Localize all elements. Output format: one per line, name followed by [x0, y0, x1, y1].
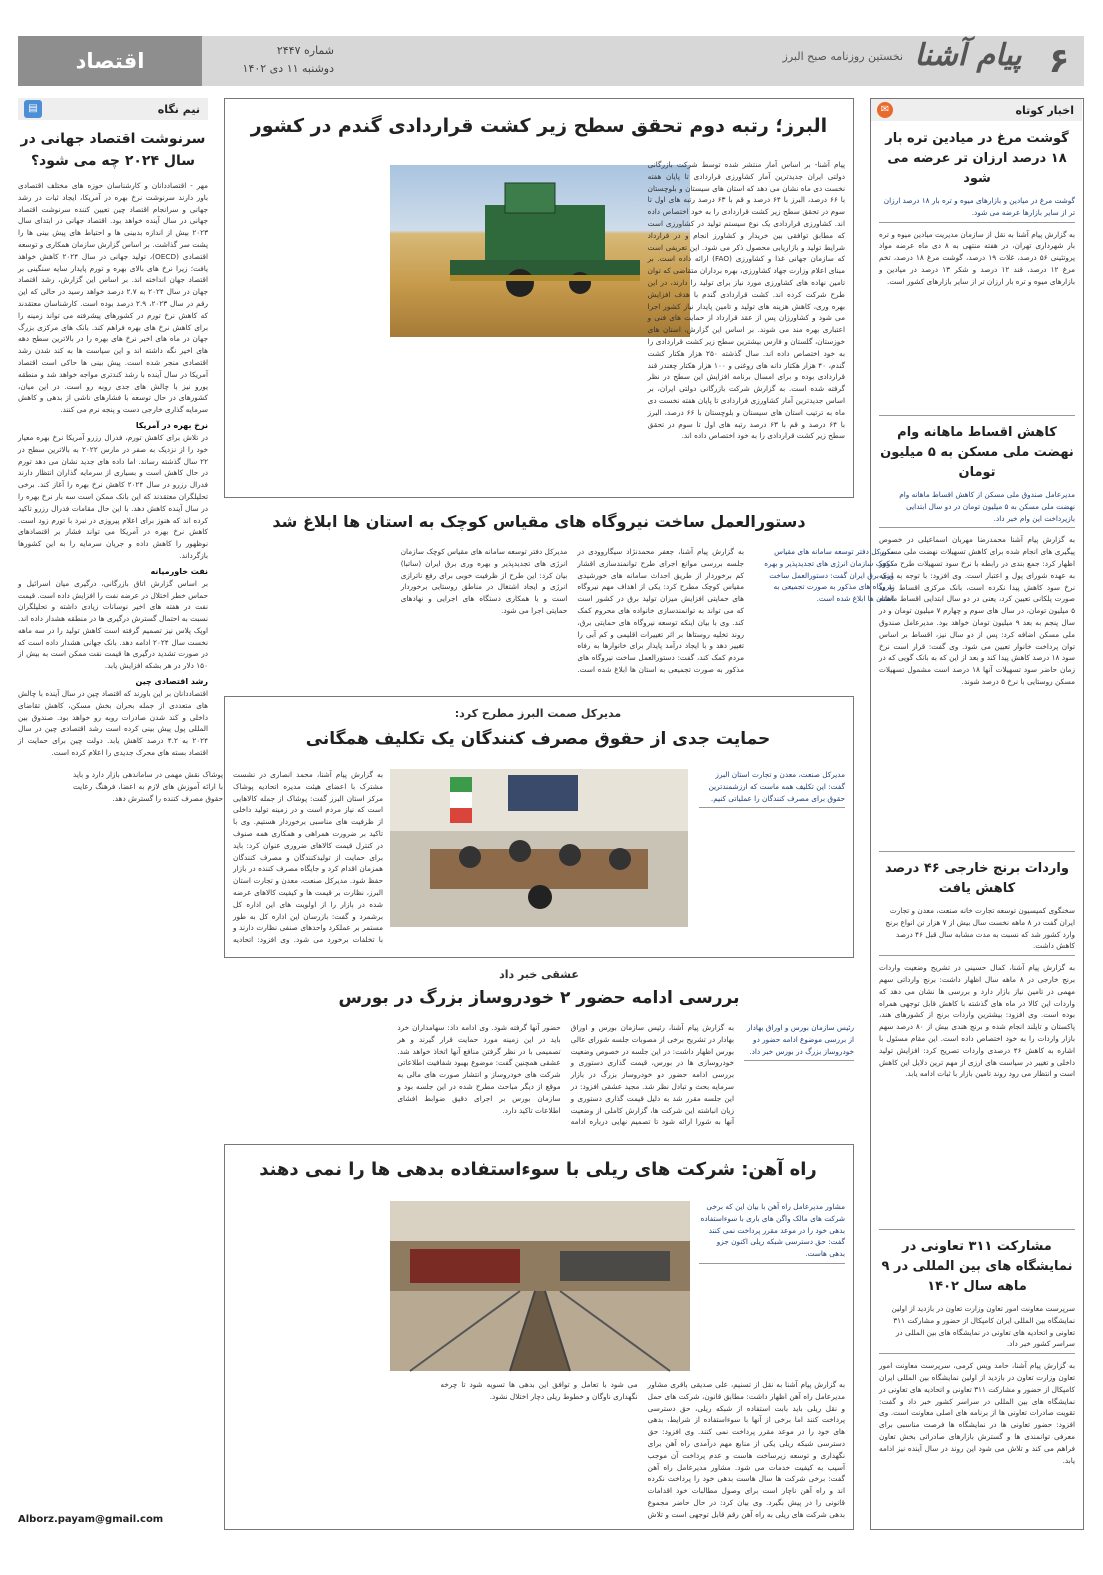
article-lead: گوشت مرغ در میادین و بازارهای میوه و تره بار ۱۸ درصد ارزان تر از سایر بازارها عرضه می شود. — [879, 195, 1075, 223]
article-body: به گزارش پیام آشنا، کمال حسینی در تشریح وضعیت واردات برنج خارجی در ۸ ماهه سال اظهار داشت: برنج وارداتی سهم مهمی در تامین نیاز بازار دارد و بررسی ها نشان می دهد که واردات این کالا در ماه های گذشته با کاهش قابل توجهی همراه بوده است. وی افزود: بیشترین واردات برنج از کشورهای هند، پاکستان و تایلند انجام شده و برنج هندی بیش از ۸۰ درصد سهم بازار واردات را به خود اختصاص داده است. این مقام مسئول با اشاره به کاهش ۴۶ درصدی واردات تصریح کرد: افزایش تولید داخلی و تغییر در سیاست های ارزی از مهم ترین دلایل این کاهش است و انتظار می رود روند تامین بازار با ثبات ادامه یابد. — [879, 963, 1076, 1079]
newspaper-logo: پیام آشنا — [914, 38, 1022, 73]
article-title: بررسی ادامه حضور ۲ خودروساز بزرگ در بورس — [338, 988, 740, 1008]
issue-number: شماره ۲۴۴۷ — [276, 44, 334, 57]
short-news-tab-label: اخبار کوتاه — [1015, 103, 1074, 117]
article-title: کاهش اقساط ماهانه وام نهضت ملی مسکن به ۵ میلیون تومان — [880, 425, 1074, 480]
article-cooperatives — [879, 1237, 1075, 1523]
article-title: راه آهن: شرکت های ریلی با سوءاستفاده بدهی ها را نمی دهند — [259, 1159, 817, 1180]
article-body: به گزارش پیام آشنا به نقل از سازمان مدیریت میادین میوه و تره بار شهرداری تهران، در هفته منتهی به ۸ دی ماه عرضه مواد پروتئینی ۵۶ درصد، غلات ۱۹ درصد، گوشت مرغ ۱۸ درصد، تخم مرغ ۱۲ درصد، قند ۱۲ درصد و شکر ۱۳ درصد در میادین و بازارهای میوه و تره بار ارزان تر از سایر بازارهای کشور است. — [879, 229, 1076, 286]
megaphone-icon: ✉ — [877, 102, 893, 118]
article-title: دستورالعمل ساخت نیروگاه های مقیاس کوچک به استان ها ابلاغ شد — [272, 512, 806, 531]
glance-column — [18, 98, 208, 1530]
subheading: نرخ بهره در آمریکا — [135, 420, 208, 430]
article-title: حمایت جدی از حقوق مصرف کنندگان یک تکلیف همگانی — [305, 729, 771, 749]
glance-tab — [18, 98, 208, 120]
article-power-plants — [224, 506, 894, 686]
article-body: پیام آشنا- بر اساس آمار منتشر شده توسط شرکت بازرگانی دولتی ایران جدیدترین آمار کشاورزی قراردادی تا پایان هفته نخست دی ماه نشان می دهد که استان های سیستان و بلوچستان با ۶۶ درصد، البرز با ۶۴ درصد و قم با ۶۳ درصد رتبه های اول تا سوم در تحقق سطح زیر کشت قراردادی را به خود اختصاص داده اند. کشاورزی قراردادی یک نوع سیستم تولید در کشاورزی است که مطابق توافقی بین خریدار و کشاورز انجام و در قرارداد شرایط تولید و بازاریابی محصول ذکر می شود. این تعریفی است که سازمان جهانی غذا و کشاورزی (FAO) ارائه داده است. بر مبنای اعلام وزارت جهاد کشاورزی، بهره برداران متقاضی که توان تامین نهاده های کشاورزی مورد نیاز برای تولید را دارند، در این طرح شرکت کرده اند. کشت قراردادی گندم با هدف افزایش بهره وری، کاهش هزینه های تولید و تامین پایدار نیاز کشور اجرا می شود و کشاورزان پس از عقد قرارداد از حمایت های فنی و اعتباری بهره مند می شوند. بر اساس این گزارش، استان های خوزستان، گلستان و فارس بیشترین سطح زیر کشت قراردادی را به خود اختصاص داده اند. سال گذشته ۲۵۰ هزار هکتار کشت گندم، ۴۰ هزار هکتار دانه های روغنی و ۱۰۰ هزار هکتار چغندر قند قراردادی بوده و برای امسال برنامه افزایش این سطح در نظر گرفته شده است. به گزارش شرکت بازرگانی دولتی ایران، بر اساس جدیدترین آمار کشاورزی قراردادی تا پایان هفته نخست دی ماه به ترتیب استان های سیستان و بلوچستان با ۶۶ درصد، البرز با ۶۴ درصد و قم با ۶۳ درصد رتبه های اول تا سوم در تحقق سطح زیر کشت قراردادی را به خود اختصاص داده اند. — [647, 160, 846, 441]
subheading: رشد اقتصادی چین — [135, 677, 208, 687]
article-body: به گزارش پیام آشنا، محمد انصاری در نشست مشترک با اعضای هیئت مدیره اتحادیه پوشاک مرکز استان البرز گفت: پوشاک از جمله کالاهایی است که نیاز مردم است و در زمینه تولید داخلی از ظرفیت های مناسبی برخوردار هستیم. وی با تاکید بر ضرورت همراهی و همکاری همه صنوف در کنترل قیمت کالاهای ضروری عنوان کرد: باید برای حمایت از تولیدکنندگان و مصرف کنندگان همزمان اقدام کرد و جایگاه مصرف کننده در بازار حفظ شود. مدیرکل صنعت، معدن و تجارت استان البرز، نظارت بر قیمت ها و کیفیت کالاهای عرضه شده در بازار را از اولویت های این اداره کل برشمرد و گفت: بازرسان این اداره کل به طور مستمر بر عملکرد واحدهای صنفی نظارت دارند و با تخلفات برخورد می شود. وی افزود: اتحادیه پوشاک نقش مهمی در ساماندهی بازار دارد و باید با ارائه آموزش های لازم به اعضا، فرهنگ رعایت حقوق مصرف کننده را گسترش دهد. — [73, 770, 383, 945]
article-rice-import — [879, 859, 1075, 1225]
article-body: به گزارش پیام آشنا محمدرضا مهربان اسماعیلی در خصوص پیگیری های انجام شده برای کاهش تسهیلات نهضت ملی مسکن، اظهار کرد: جمع بندی در رابطه با نرخ سود تسهیلات طرح مذکور به عهده شورای پول و اعتبار است. وی افزود: با توجه به اینکه نرخ سود کاهش پیدا نکرده است، بانک مرکزی اقساط را به صورت پلکانی تعیین کرد، یعنی در دو سال ابتدایی اقساط ماهانه ۵ میلیون تومان، در سال های سوم و چهارم ۷ میلیون تومان و در سال پنجم به بعد ۹ میلیون تومان خواهد بود. مدیرعامل صندوق ملی مسکن اضافه کرد: پس از دو سال نیز، اقساط بر اساس توان پرداخت خانوار تعیین می شود. وی گفت: قرار است نرخ سود ۱۸ درصد کاهش پیدا کند و بعد از این که به بانک گویی که در زمان حاضر سود تسهیلات آنها ۱۸ درصد است مشمول تسهیلات مسکن روستایی با نرخ ۵ درصد شوند. — [879, 535, 1076, 686]
meeting-photo — [390, 769, 688, 927]
short-news-column — [870, 98, 1084, 1530]
article-wheat — [224, 98, 854, 498]
divider — [879, 1229, 1075, 1230]
article-housing-loan — [879, 423, 1075, 847]
railway-depot-photo — [390, 1201, 690, 1371]
calendar-icon: ▤ — [24, 100, 42, 118]
article-kicker: مدیرکل صمت البرز مطرح کرد: — [454, 707, 622, 720]
divider — [879, 415, 1075, 416]
article-body-side — [233, 1201, 383, 1371]
short-news-tab — [871, 99, 1082, 121]
subsection-body: اقتصاددانان بر این باورند که اقتصاد چین در سال آینده با چالش های متعددی از جمله بحران بخش مسکن، کاهش تقاضای داخلی و کند شدن صادرات روبه رو خواهد بود. صندوق بین المللی پول پیش بینی کرده است رشد اقتصادی چین در سال ۲۰۲۴ به ۴.۲ درصد کاهش یابد. دولت چین برای حمایت از اقتصاد بسته های محرک جدیدی را اعلام کرده است. — [18, 689, 208, 758]
article-title: گوشت مرغ در میادین تره بار ۱۸ درصد ارزان تر عرضه می شود — [885, 131, 1069, 186]
newspaper-tagline: نخستین روزنامه صبح البرز — [782, 50, 903, 63]
article-lead: سخنگوی کمیسیون توسعه تجارت خانه صنعت، معدن و تجارت ایران گفت در ۸ ماهه نخست سال بیش از ۷ هزار تن انواع برنج وارد کشور شد که نسبت به مدت مشابه سال قبل ۴۶ درصد کاهش داشت. — [879, 905, 1075, 956]
article-lead: مشاور مدیرعامل راه آهن با بیان این که برخی شرکت های مالک واگن های باری با سوءاستفاده بدهی خود را در موعد مقرر پرداخت نمی کنند گفت: حق دسترسی شبکه ریلی اکنون جزو بدهی هاست. — [699, 1201, 845, 1264]
glance-text — [18, 180, 208, 1510]
masthead — [18, 36, 1084, 86]
subsection-body: بر اساس گزارش اتاق بازرگانی، درگیری میان اسرائیل و حماس خطر اختلال در عرضه نفت را افزایش داده است. قیمت نفت در هفته های اخیر نوسانات زیادی داشته و تحلیلگران نسبت به احتمال گسترش درگیری ها در منطقه هشدار داده اند. اوپک پلاس نیز تصمیم گرفته است کاهش تولید را در سه ماهه نخست سال ۲۰۲۴ ادامه دهد. بانک جهانی هشدار داده است که در صورت تشدید درگیری ها قیمت نفت ممکن است به بیش از ۱۵۰ دلار در هر بشکه افزایش یابد. — [18, 578, 209, 671]
section-title: اقتصاد — [18, 36, 202, 86]
issue-date: دوشنبه ۱۱ دی ۱۴۰۲ — [242, 62, 334, 75]
article-body: به گزارش پیام آشنا به نقل از تسنیم، علی صدیقی باقری مشاور مدیرعامل راه آهن اظهار داشت: مطابق قانون، شرکت های حمل و نقل ریلی باید بابت استفاده از شبکه ریلی، حق دسترسی پرداخت کنند اما برخی از آنها با سوءاستفاده از شرایط، بدهی های خود را در موعد مقرر پرداخت نمی کنند. وی افزود: حق دسترسی شبکه ریلی یکی از منابع مهم درآمدی راه آهن برای نگهداری و توسعه زیرساخت هاست و عدم پرداخت آن موجب آسیب به کیفیت خدمات می شود. مشاور مدیرعامل راه آهن گفت: برخی شرکت ها سال هاست بدهی خود را پرداخت نکرده اند و راه آهن ناچار است برای وصول مطالبات خود اقدامات قانونی را در پیش بگیرد. وی بیان کرد: در حال حاضر مجموع بدهی شرکت های ریلی به راه آهن رقم قابل توجهی است و تلاش می شود با تعامل و توافق این بدهی ها تسویه شود تا چرخه نگهداری ناوگان و خطوط ریلی دچار اختلال نشود. — [440, 1380, 845, 1519]
article-title: مشارکت ۳۱۱ تعاونی در نمایشگاه های بین المللی در ۹ ماهه سال ۱۴۰۲ — [881, 1239, 1073, 1294]
article-kicker: عشقی خبر داد — [499, 968, 579, 981]
glance-title: سرنوشت اقتصاد جهانی در سال ۲۰۲۴ چه می شود؟ — [20, 131, 206, 169]
glance-body: مهر - اقتصاددانان و کارشناسان حوزه های مختلف اقتصادی باور دارند سرنوشت نرخ بهره در آمریکا، ایجاد ثبات در رشد جهانی و سرانجام اقتصاد چین تعیین کننده سرنوشت اقتصاد جهانی در سال آینده خواهد بود. اقتصاد جهانی در ابتدای سال ۲۰۲۳ بیش از اندازه بدبینی ها و احتیاط های پیش بینی ها را پشت سر گذاشت. بر اساس گزارش سازمان همکاری و توسعه اقتصادی (OECD)، تولید جهانی در سال ۲۰۲۴ کاهش خواهد یافت؛ زیرا نرخ های بالای بهره و تورم پایدار سایه سنگینی بر اقتصاد جهان انداخته اند. بر اساس این گزارش، رشد اقتصاد جهان در سال ۲۰۲۴ به ۲.۷ درصد خواهد رسید در حالی که این رقم در سال ۲۰۲۳، ۲.۹ درصد بوده است. کارشناسان معتقدند که کاهش نرخ تورم در کشورهای پیشرفته می تواند زمینه را برای کاهش نرخ های بهره فراهم کند. بانک های مرکزی بزرگ جهان در ماه های اخیر نرخ های بهره را در بالاترین سطح دهه های اخیر نگه داشته اند و این سیاست ها به کند شدن رشد اقتصادی منجر شده است. پیش بینی ها حاکی است اقتصاد آمریکا در سال آینده با رشد کندتری مواجه خواهد شد و منطقه یورو نیز با چالش های جدی روبه رو است. در این میان، کشورهای در حال توسعه با فشارهای ناشی از بدهی و کاهش سرمایه گذاری خارجی دست و پنجه نرم می کنند. — [18, 181, 208, 415]
article-railway — [224, 1144, 854, 1530]
divider — [879, 851, 1075, 852]
article-lead: مدیرعامل صندوق ملی مسکن از کاهش اقساط ماهانه وام نهضت ملی مسکن به ۵ میلیون تومان در دو سال ابتدایی بازپرداخت این وام خبر داد. — [879, 489, 1075, 528]
contact-email[interactable]: Alborz.payam@gmail.com — [18, 1514, 164, 1525]
subheading: نفت خاورمیانه — [150, 566, 208, 576]
glance-tab-label: نیم نگاه — [157, 102, 200, 116]
article-lead: مدیرکل دفتر توسعه سامانه های مقیاس کوچک سازمان انرژی های تجدیدپذیر و بهره وری برق ایران گفت: دستورالعمل ساخت نیروگاه های مذکور به صورت تجمیعی به استان ها ابلاغ شده است. — [764, 547, 894, 604]
article-body: به گزارش پیام آشنا، جعفر محمدنژاد سیگاروودی در جلسه بررسی موانع اجرای طرح توانمندسازی اقشار کم برخوردار از طریق احداث سامانه های خورشیدی مقیاس کوچک مطرح کرد: یکی از اهداف مهم نیروگاه های حمایتی افزایش میزان تولید برق در کشور است که می تواند به توانمندسازی خانواده های محروم کمک کند. وی با بیان اینکه توسعه نیروگاه های حمایتی برق، روند تخلیه روستاها بر اثر تغییرات اقلیمی و کم آبی را تغییر دهد و با ایجاد درآمد پایدار برای خانوارها به رفاه مردم کمک کند، گفت: دستورالعمل ساخت نیروگاه های مذکور به صورت تجمیعی به استان ها ابلاغ شده است. مدیرکل دفتر توسعه سامانه های مقیاس کوچک سازمان انرژی های تجدیدپذیر و بهره وری برق ایران (ساتبا) بیان کرد: این طرح از ظرفیت خوبی برای رفع ناترازی انرژی و ایجاد اشتغال در مناطق روستایی برخوردار است و با همکاری دستگاه های اجرایی و نهادهای حمایتی اجرا می شود. — [400, 547, 744, 674]
article-lead: رئیس سازمان بورس و اوراق بهادار از بررسی موضوع ادامه حضور دو خودروساز بزرگ در بورس خبر داد. — [744, 1022, 854, 1061]
article-automakers — [224, 966, 854, 1136]
article-body: به گزارش پیام آشنا، رئیس سازمان بورس و اوراق بهادار در تشریح برخی از مصوبات جلسه شورای عالی بورس اظهار داشت: در این جلسه در خصوص وضعیت خودروسازی ها در بورس، قیمت گذاری دستوری و بررسی ادامه حضور دو خودروساز بزرگ در بازار سرمایه بحث و تبادل نظر شد. مجید عشقی افزود: در این جلسه مقرر شد به دلیل قیمت گذاری دستوری و زیان انباشته این شرکت ها، گزارش کاملی از وضعیت آنها به شورا ارائه شود تا تصمیم نهایی درباره ادامه حضور آنها گرفته شود. وی ادامه داد: سهامداران خرد باید در این زمینه مورد حمایت قرار گیرند و هر تصمیمی با در نظر گرفتن منافع آنها اتخاذ خواهد شد. عشقی همچنین گفت: موضوع بهبود شفافیت اطلاعاتی شرکت های خودروساز و انتشار صورت های مالی به موقع از دیگر مباحث مطرح شده در این جلسه بود و سازمان بورس بر اجرای دقیق ضوابط افشای اطلاعات تاکید دارد. — [397, 1023, 734, 1127]
article-title: البرز؛ رتبه دوم تحقق سطح زیر کشت قراردادی گندم در کشور — [250, 115, 828, 137]
article-lead: سرپرست معاونت امور تعاون وزارت تعاون در بازدید از اولین نمایشگاه بین المللی ایران کامپکال از حضور و مشارکت ۳۱۱ تعاونی و اتحادیه های تعاونی در نمایشگاه های بین المللی در سراسر کشور خبر داد. — [879, 1303, 1075, 1354]
article-body: به گزارش پیام آشنا، حامد ویس کرمی، سرپرست معاونت امور تعاون وزارت تعاون در بازدید از اولین نمایشگاه بین المللی ایران کامپکال از حضور و مشارکت ۳۱۱ تعاونی و اتحادیه های تعاونی در نمایشگاه های بین المللی در سراسر کشور خبر داد و گفت: تقویت صادرات تعاونی ها از برنامه های اصلی معاونت است. وی افزود: حضور تعاونی ها در نمایشگاه ها فرصت مناسبی برای معرفی توانمندی ها و گسترش بازارهای صادراتی بخش تعاون فراهم می کند و تلاش می شود این روند در سال آینده نیز ادامه یابد. — [879, 1361, 1075, 1465]
article-chicken — [879, 129, 1075, 409]
page-number: ۶ — [1048, 41, 1070, 81]
article-lead: مدیرکل صنعت، معدن و تجارت استان البرز گفت: این تکلیف همه ماست که ارزشمندترین حقوق برای مصرف کنندگان را عملیاتی کنیم. — [699, 769, 845, 808]
subsection-body: در تلاش برای کاهش تورم، فدرال رزرو آمریکا نرخ بهره معیار خود را از نزدیک به صفر در مارس ۲۰۲۲ به بالاترین سطح در ۲۲ سال گذشته رساند. اما داده های جدید نشان می دهد تورم در حال کاهش است و بسیاری از سرمایه گذاران انتظار دارند فدرال رزرو در سال ۲۰۲۴ کاهش نرخ بهره را آغاز کند. برخی تحلیلگران معتقدند که این بانک ممکن است سه بار نرخ بهره را در سال آینده کاهش دهد. با این حال مقامات فدرال رزرو تاکید کرده اند که هنوز برای اعلام پیروزی در نبرد با تورم زود است. کاهش نرخ بهره در آمریکا می تواند فشار بر اقتصادهای نوظهور را کاهش داده و جریان سرمایه را به این کشورها بازگرداند. — [18, 432, 208, 560]
issue-info — [214, 42, 334, 78]
article-title: واردات برنج خارجی ۴۶ درصد کاهش یافت — [885, 861, 1069, 896]
article-body-continued — [699, 825, 845, 949]
